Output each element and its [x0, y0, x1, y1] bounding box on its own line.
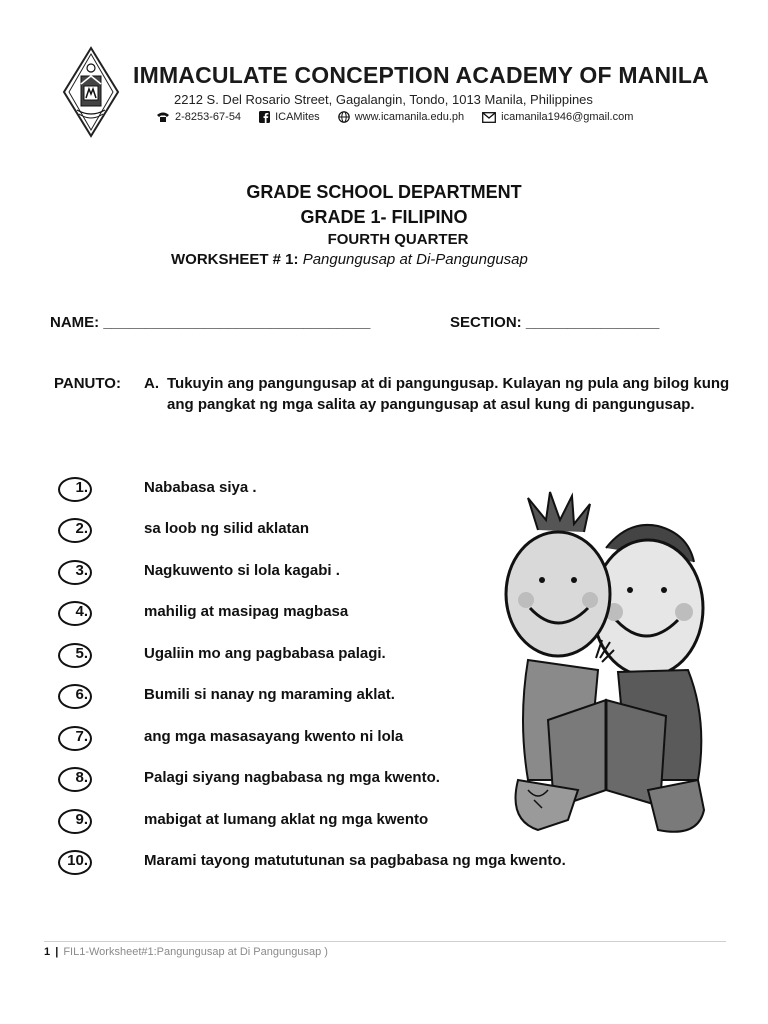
grade-title: GRADE 1- FILIPINO: [300, 207, 468, 227]
worksheet-label: WORKSHEET # 1:: [171, 251, 299, 268]
worksheet-title: [171, 251, 528, 268]
item-number: 6.: [75, 686, 88, 703]
item-number: 7.: [75, 728, 88, 745]
item-number: 2.: [75, 520, 88, 537]
item-text: ang mga masasayang kwento ni lola: [144, 728, 404, 745]
section-field[interactable]: SECTION: ________________: [450, 314, 660, 331]
item-text: Palagi siyang nagbabasa ng mga kwento.: [144, 769, 440, 786]
facebook-icon: [259, 111, 270, 123]
children-reading-illustration: [498, 490, 718, 862]
page-number: 1: [44, 946, 51, 958]
phone-icon: [156, 111, 170, 123]
instructions-text: Tukuyin ang pangungusap at di pangungusap. Kulayan ng pula ang bilog kung ang pangkat ng mga salita ay pangungusap at asul kung di pangungusap.: [167, 375, 730, 413]
contact-bar: [156, 111, 651, 123]
item-text: mabigat at lumang aklat ng mga kwento: [144, 811, 429, 828]
item-number: 1.: [75, 479, 88, 496]
item-text: sa loob ng silid aklatan: [144, 520, 310, 537]
item-number: 4.: [75, 603, 88, 620]
item-text: Nagkuwento si lola kagabi .: [144, 562, 340, 579]
name-field[interactable]: NAME: ________________________________: [50, 314, 371, 331]
contact-phone: 2-8253-67-54: [156, 111, 241, 123]
item-text: Bumili si nanay ng maraming aklat.: [144, 686, 395, 703]
contact-facebook: ICAMites: [259, 111, 320, 123]
instructions-label: PANUTO:: [54, 375, 121, 392]
footer-text: FIL1-Worksheet#1:Pangungusap at Di Pangungusap ): [63, 946, 328, 958]
item-number: 3.: [75, 562, 88, 579]
school-logo: [62, 46, 120, 138]
item-text: Ugaliin mo ang pagbabasa palagi.: [144, 645, 386, 662]
quarter-title: FOURTH QUARTER: [327, 231, 469, 248]
worksheet-topic: Pangungusap at Di-Pangungusap: [302, 251, 528, 268]
instructions-marker: A.: [144, 375, 159, 392]
item-text: mahilig at masipag magbasa: [144, 603, 349, 620]
item-number: 9.: [75, 811, 88, 828]
contact-website: www.icamanila.edu.ph: [338, 111, 464, 123]
school-name: IMMACULATE CONCEPTION ACADEMY OF MANILA: [133, 62, 709, 88]
footer: [44, 946, 328, 958]
globe-icon: [338, 111, 350, 123]
item-text: Marami tayong matututunan sa pagbabasa ng mga kwento.: [144, 852, 566, 869]
item-text: Nababasa siya .: [144, 479, 257, 496]
item-number: 8.: [75, 769, 88, 786]
mail-icon: [482, 112, 496, 123]
contact-email: icamanila1946@gmail.com: [482, 111, 633, 123]
department-title: GRADE SCHOOL DEPARTMENT: [246, 182, 522, 202]
item-number: 10.: [67, 852, 88, 869]
footer-separator: |: [55, 946, 59, 958]
footer-divider: [44, 941, 726, 942]
item-number: 5.: [75, 645, 88, 662]
school-address: 2212 S. Del Rosario Street, Gagalangin, Tondo, 1013 Manila, Philippines: [174, 92, 593, 107]
